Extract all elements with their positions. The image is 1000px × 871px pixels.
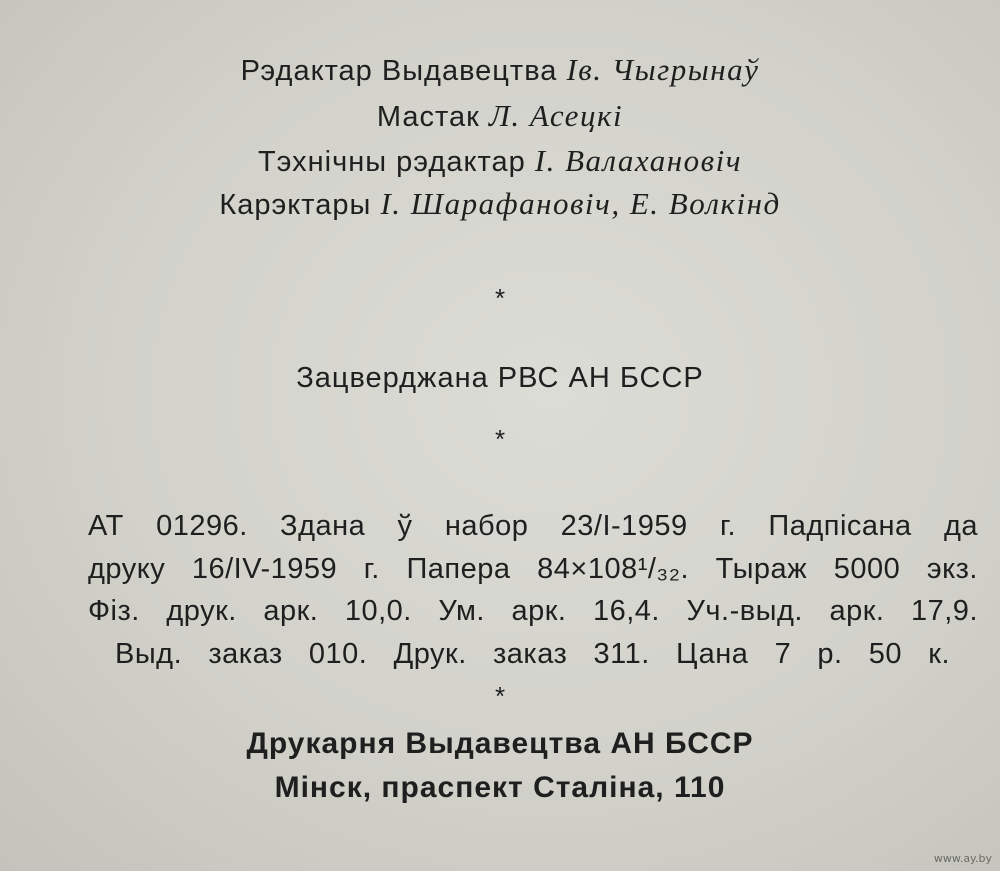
- credit-tech-editor: [0, 143, 1000, 180]
- approval-line: Зацверджана РВС АН БССР: [296, 362, 704, 394]
- separator-star: *: [494, 283, 506, 313]
- imprint-line: АТ 01296. Здана ў набор 23/І-1959 г. Падпісана да: [88, 510, 978, 542]
- credit-name: Ів. Чыгрынаў: [566, 52, 760, 87]
- credit-label: Рэдактар Выдавецтва: [240, 55, 558, 87]
- credit-editor: [0, 52, 1000, 89]
- credit-label: Карэктары: [219, 189, 372, 221]
- printing-address: Мінск, праспект Сталіна, 110: [274, 771, 726, 804]
- separator-star: *: [494, 424, 506, 454]
- credit-name: Л. Асецкі: [488, 98, 624, 133]
- imprint-line: Фіз. друк. арк. 10,0. Ум. арк. 16,4. Уч.-выд. арк. 17,9.: [88, 595, 978, 627]
- printing-house: Друкарня Выдавецтва АН БССР: [246, 727, 754, 760]
- credit-label: Тэхнічны рэдактар: [257, 146, 526, 178]
- watermark: www.ay.by: [933, 852, 992, 865]
- separator-star: *: [494, 681, 506, 711]
- imprint-line: Выд. заказ 010. Друк. заказ 311. Цана 7 р. 50 к.: [115, 638, 950, 670]
- credit-name: І. Шарафановіч, Е. Волкінд: [380, 186, 781, 221]
- credit-proofreaders: [0, 186, 1000, 223]
- credit-name: І. Валахановіч: [534, 143, 743, 178]
- credit-artist: [0, 98, 1000, 135]
- imprint-line: друку 16/ІV-1959 г. Папера 84×108¹/₃₂. Тыраж 5000 экз.: [88, 553, 978, 585]
- credit-label: Мастак: [376, 101, 480, 133]
